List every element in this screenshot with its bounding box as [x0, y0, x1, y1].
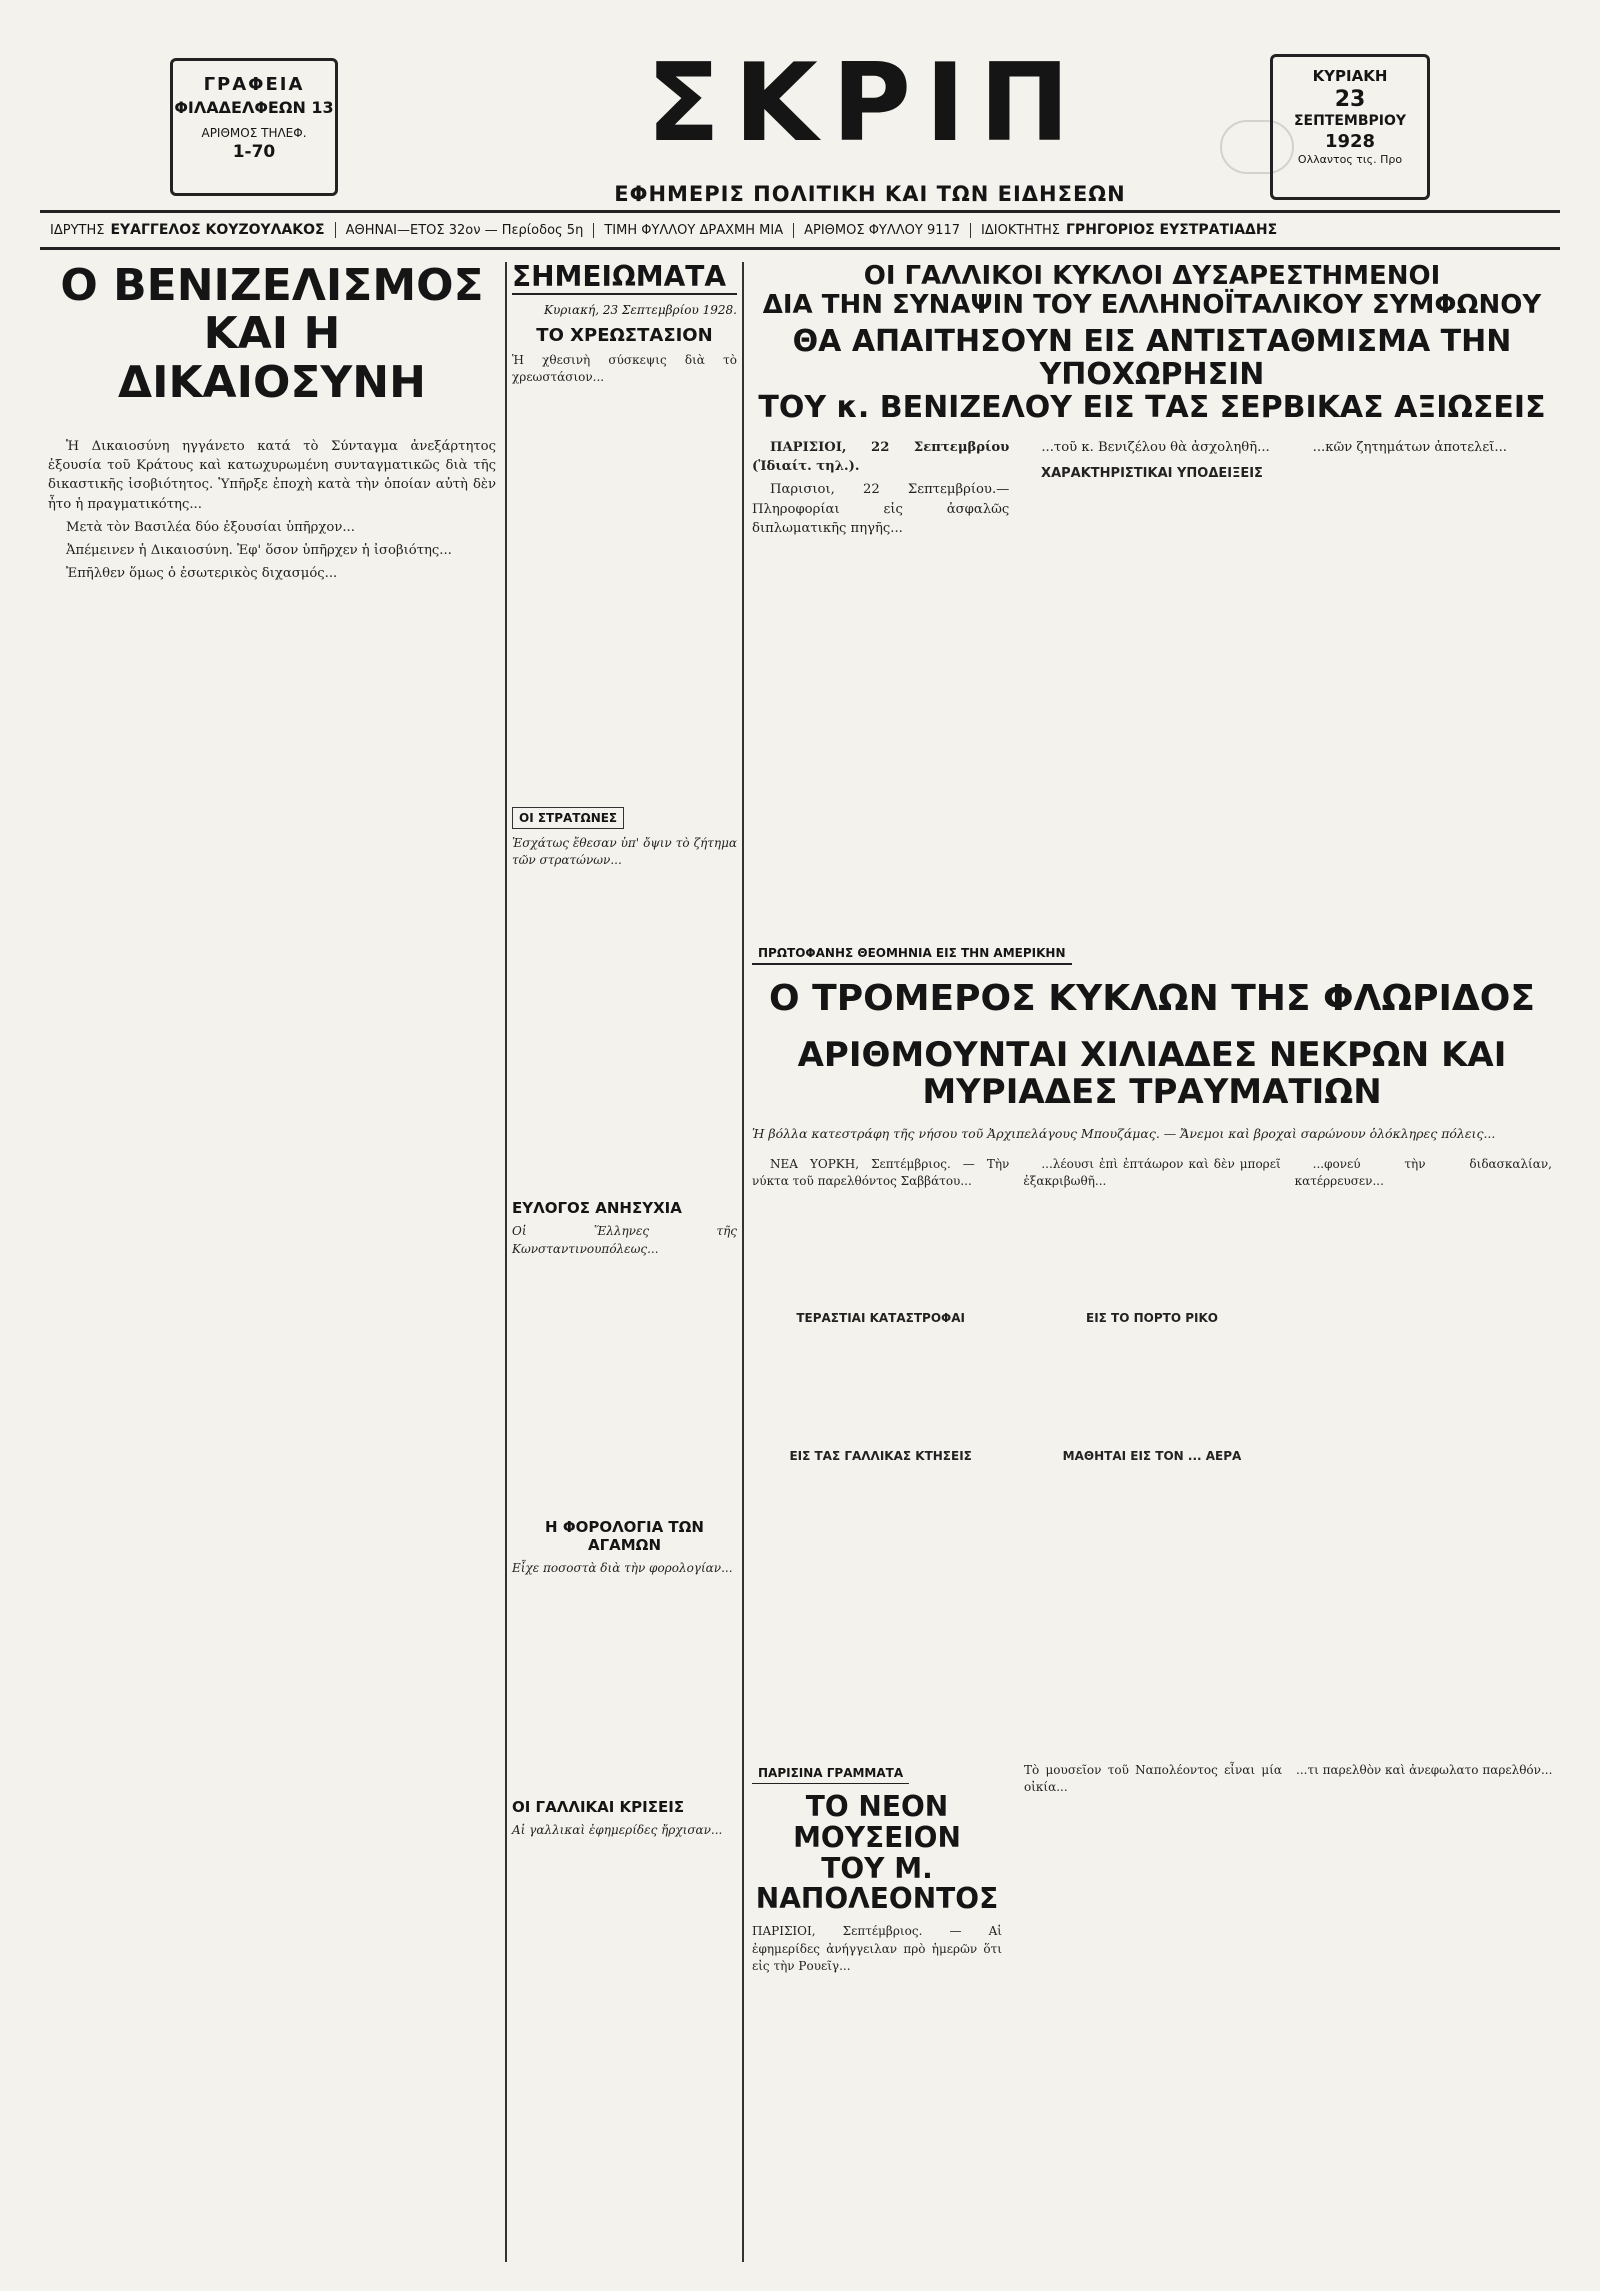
main-col-b	[1023, 438, 1280, 542]
subtitle: ΕΦΗΜΕΡΙΣ ΠΟΛΙΤΙΚΗ ΚΑΙ ΤΩΝ ΕΙΔΗΣΕΩΝ	[614, 182, 1126, 206]
notes-column	[512, 262, 737, 1839]
column-rule	[742, 262, 744, 2262]
owner-label: ΙΔΙΟΚΤΗΤΗΣ	[981, 223, 1061, 238]
office-address: ΦΙΛΑΔΕΛΦΕΩΝ 13	[174, 98, 334, 118]
museum-col-c: ...τι παρελθὸν καὶ ἀνεφωλατο παρελθόν...	[1296, 1763, 1553, 1777]
hurricane-intro: Ἡ βόλλα κατεστράφη τῆς νήσου τοῦ Ἀρχιπελάγους Μπουζάμας. — Ἄνεμοι καὶ βροχαὶ σαρώνουν ὁλόκληρες πόλεις...	[752, 1126, 1496, 1142]
main-col-a	[752, 438, 1009, 542]
left-headline-line1: Ο ΒΕΝΙΖΕΛΙΣΜΟΣ	[60, 260, 484, 311]
hurricane-col-a	[752, 1156, 1009, 1472]
main-headline-line2: ΔΙΑ ΤΗΝ ΣΥΝΑΨΙΝ ΤΟΥ ΕΛΛΗΝΟΪΤΑΛΙΚΟΥ ΣΥΜΦΩΝΟΥ	[762, 289, 1542, 320]
paragraph: ...τοῦ κ. Βενιζέλου θὰ ἀσχοληθῆ...	[1041, 440, 1270, 456]
calendar-note: Ολλαντος τις. Προ	[1297, 153, 1403, 167]
section-label: ΟΙ ΣΤΡΑΤΩΝΕΣ	[512, 807, 624, 829]
subhead: ΕΙΣ ΤΟ ΠΟΡΤΟ ΡΙΚΟ	[1086, 1311, 1218, 1326]
subhead: ΕΙΣ ΤΑΣ ΓΑΛΛΙΚΑΣ ΚΤΗΣΕΙΣ	[789, 1448, 972, 1463]
main-headline-line4: ΤΟΥ κ. ΒΕΝΙΖΕΛΟΥ ΕΙΣ ΤΑΣ ΣΕΡΒΙΚΑΣ ΑΞΙΩΣΕΙΣ	[758, 390, 1546, 426]
info-bar	[40, 210, 1560, 250]
article-title: ΕΥΛΟΓΟΣ ΑΝΗΣΥΧΙΑ	[512, 1199, 682, 1218]
founder-name: ΕΥΑΓΓΕΛΟΣ ΚΟΥΖΟΥΛΑΚΟΣ	[110, 222, 325, 238]
issue-number: ΑΡΙΘΜΟΣ ΦΥΛΛΟΥ 9117	[794, 223, 971, 238]
logo: ΣΚΡΙΠ	[646, 41, 1084, 166]
hurricane-headline1: Ο ΤΡΟΜΕΡΟΣ ΚΥΚΛΩΝ ΤΗΣ ΦΛΩΡΙΔΟΣ	[769, 978, 1535, 1019]
notes-title: ΣΗΜΕΙΩΜΑΤΑ	[512, 262, 737, 295]
hurricane-col-b	[1023, 1156, 1280, 1472]
paragraph: ...κῶν ζητημάτων ἀποτελεῖ...	[1312, 440, 1507, 456]
month-label: ΣΕΠΤΕΜΒΡΙΟΥ	[1293, 113, 1407, 130]
day-label: ΚΥΡΙΑΚΗ	[1312, 67, 1388, 85]
hurricane-headline2: ΑΡΙΘΜΟΥΝΤΑΙ ΧΙΛΙΑΔΕΣ ΝΕΚΡΩΝ ΚΑΙ ΜΥΡΙΑΔΕΣ ΤΡΑΥΜΑΤΙΩΝ	[797, 1034, 1507, 1112]
main-headline-line1: ΟΙ ΓΑΛΛΙΚΟΙ ΚΥΚΛΟΙ ΔΥΣΑΡΕΣΤΗΜΕΝΟΙ	[863, 261, 1441, 291]
museum-article	[752, 1762, 1002, 1975]
dateline: ΠΑΡΙΣΙΟΙ, 22 Σεπτεμβρίου (Ἰδιαίτ. τηλ.).	[752, 440, 1010, 475]
subhead: ΤΕΡΑΣΤΙΑΙ ΚΑΤΑΣΤΡΟΦΑΙ	[796, 1311, 965, 1326]
main-col-c	[1295, 438, 1552, 542]
hurricane-col-c	[1295, 1156, 1552, 1472]
left-headline-line2: ΚΑΙ Η ΔΙΚΑΙΟΣΥΝΗ	[118, 308, 426, 408]
date-number: 23	[1334, 86, 1366, 112]
hurricane-article	[752, 942, 1552, 1471]
hurricane-columns	[752, 1156, 1552, 1472]
main-article-columns	[752, 438, 1552, 542]
paragraph: Παρισιοι, 22 Σεπτεμβρίου.— Πληροφορίαι εἰς ἀσφαλῶς διπλωματικῆς πηγῆς...	[752, 482, 1010, 536]
left-article	[48, 262, 496, 587]
paragraph: ...λέουσι ἐπὶ ἐπτάωρον καὶ δὲν μπορεῖ ἐξακριβωθῆ...	[1023, 1156, 1281, 1188]
paragraph: Ἀπέμεινεν ἡ Δικαιοσύνη. Ἐφ' ὅσον ὑπῆρχεν ἡ ἰσοβιότης...	[66, 542, 452, 558]
section-label: ΠΡΩΤΟΦΑΝΗΣ ΘΕΟΜΗΝΙΑ ΕΙΣ ΤΗΝ ΑΜΕΡΙΚΗΝ	[752, 943, 1072, 965]
article-title: Η ΦΟΡΟΛΟΓΙΑ ΤΩΝ ΑΓΑΜΩΝ	[545, 1518, 704, 1555]
article-title: ΟΙ ΓΑΛΛΙΚΑΙ ΚΡΙΣΕΙΣ	[512, 1797, 685, 1816]
main-article	[752, 261, 1553, 1973]
paragraph: ...φονεύ τὴν διδασκαλίαν, κατέρρευσεν...	[1294, 1156, 1552, 1188]
phone-number: 1-70	[232, 142, 276, 163]
edition: ΑΘΗΝΑΙ—ΕΤΟΣ 32ον — Περίοδος 5η	[336, 223, 595, 238]
founder	[40, 222, 336, 238]
date-box	[1270, 54, 1430, 200]
paragraph: Ἡ Δικαιοσύνη ηγγάνετο κατά τὸ Σύνταγμα ἀνεξάρτητος ἐξουσία τοῦ Κράτους καὶ κατωχυρωμένη συνταγματικῶς διὰ τῆς δικαστικῆς ἰσοβιότητος. Ὑπῆρξε ἐποχὴ κατὰ τὴν ὁποίαν αὐτὴ δὲν ἦτο ἡ πραγματικότης...	[48, 439, 496, 512]
museum-col-b: Τὸ μουσεῖον τοῦ Ναπολέοντος εἶναι μία οἰκία...	[1024, 1763, 1282, 1795]
subhead: ΜΑΘΗΤΑΙ ΕΙΣ ΤΟΝ ... ΑΕΡΑ	[1062, 1448, 1242, 1463]
office-info-box	[170, 58, 338, 196]
museum-headline1: ΤΟ ΝΕΟΝ ΜΟΥΣΕΙΟΝ	[793, 1790, 961, 1854]
price: ΤΙΜΗ ΦΥΛΛΟΥ ΔΡΑΧΜΗ ΜΙΑ	[594, 223, 794, 238]
paragraph: Ἐπῆλθεν ὅμως ὁ ἐσωτερικὸς διχασμός...	[66, 566, 338, 582]
owner-name: ΓΡΗΓΟΡΙΟΣ ΕΥΣΤΡΑΤΙΑΔΗΣ	[1066, 222, 1278, 238]
left-article-body	[48, 437, 496, 583]
masthead	[40, 20, 1560, 206]
paragraph: ΝΕΑ ΥΟΡΚΗ, Σεπτέμβριος. — Τὴν νύκτα τοῦ παρελθόντος Σαββάτου...	[752, 1156, 1010, 1188]
museum-headline2: ΤΟΥ Μ. ΝΑΠΟΛΕΟΝΤΟΣ	[755, 1851, 999, 1916]
phone-label: ΑΡΙΘΜΟΣ ΤΗΛΕΦ.	[201, 125, 307, 140]
article-text: Οἱ Ἕλληνες τῆς Κωνσταντινουπόλεως...	[512, 1224, 737, 1256]
museum-text: ΠΑΡΙΣΙΟΙ, Σεπτέμβριος. — Αἱ ἐφημερίδες ἀνήγγειλαν πρὸ ἡμερῶν ὅτι εἰς τὴν Ρουεῖγ...	[752, 1924, 1002, 1973]
article-text: Εἶχε ποσοστὰ διὰ τὴν φορολογίαν...	[512, 1561, 733, 1576]
founder-label: ΙΔΡΥΤΗΣ	[50, 223, 105, 238]
year-label: 1928	[1324, 130, 1376, 152]
office-label: ΓΡΑΦΕΙΑ	[203, 74, 305, 95]
main-headline-line3: ΘΑ ΑΠΑΙΤΗΣΟΥΝ ΕΙΣ ΑΝΤΙΣΤΑΘΜΙΣΜΑ ΤΗΝ ΥΠΟΧΩΡΗΣΙΝ	[792, 324, 1512, 393]
notes-date: Κυριακή, 23 Σεπτεμβρίου 1928.	[544, 302, 737, 317]
article-text: Ἐσχάτως ἔθεσαν ὑπ' ὄψιν τὸ ζήτημα τῶν στρατώνων...	[512, 835, 737, 867]
article-title: ΤΟ ΧΡΕΩΣΤΑΣΙΟΝ	[536, 324, 713, 346]
article-text: Αἱ γαλλικαὶ ἐφημερίδες ἤρχισαν...	[512, 1822, 723, 1837]
column-rule	[505, 262, 507, 2262]
owner	[971, 222, 1287, 238]
section-label: ΠΑΡΙΣΙΝΑ ΓΡΑΜΜΑΤΑ	[752, 1763, 909, 1784]
article-text: Ἡ χθεσινὴ σύσκεψις διὰ τὸ χρεωστάσιον...	[512, 352, 737, 385]
subhead: ΧΑΡΑΚΤΗΡΙΣΤΙΚΑΙ ΥΠΟΔΕΙΞΕΙΣ	[1041, 466, 1263, 482]
paragraph: Μετὰ τὸν Βασιλέα δύο ἐξουσίαι ὑπῆρχον...	[66, 519, 355, 535]
